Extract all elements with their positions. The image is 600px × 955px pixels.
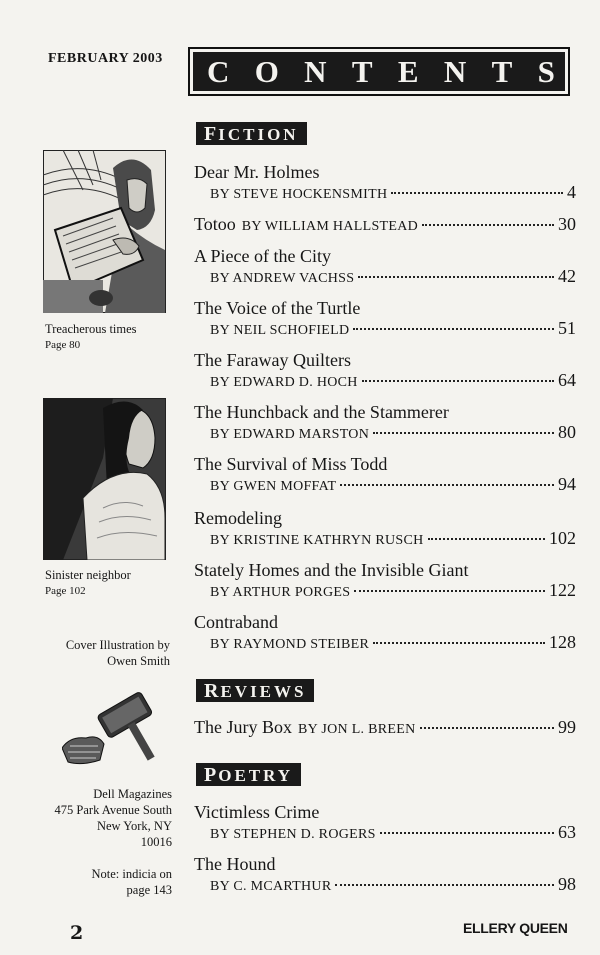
issue-date: FEBRUARY 2003 [48,51,163,66]
leader-dots [373,432,554,434]
publisher-city: New York, NY [96,819,172,833]
story-byline: BY JON L. BREEN [298,722,416,737]
page-number: 63 [558,822,576,842]
toc-entry-line [196,528,576,549]
story-title: Contraband [194,612,278,632]
section-heading-fiction [196,122,307,145]
story-title: Totoo [194,214,236,234]
folio-page-number: 2 [70,922,84,944]
leader-dots [380,832,554,834]
story-byline: BY STEVE HOCKENSMITH [210,187,388,202]
contents-letter: N [443,53,469,89]
leader-dots [420,727,554,729]
leader-dots [422,224,554,226]
story-byline: BY WILLIAM HALLSTEAD [241,219,419,234]
page-number: 102 [549,528,576,548]
woman-portrait-icon [43,398,166,560]
page-number: 128 [549,632,576,652]
section-heading-reviews [196,679,314,702]
page-number: 94 [558,474,576,494]
story-title: Victimless Crime [194,802,320,822]
contents-letter: N [304,53,329,89]
story-title: The Jury Box [194,717,292,737]
toc-entry-line [196,318,576,339]
toc-entry-line [196,370,576,391]
leader-dots [391,192,563,194]
toc-entry-line [196,422,576,443]
magazine-name: ELLERY QUEEN [463,920,568,936]
story-byline: BY ANDREW VACHSS [210,271,355,286]
story-title: The Faraway Quilters [194,350,351,370]
page-number: 30 [558,214,576,234]
contents-letter: E [397,53,421,89]
story-byline: BY NEIL SCHOFIELD [210,323,350,338]
toc-entry-line [196,874,576,895]
story-title: The Voice of the Turtle [194,298,361,318]
story-byline: BY RAYMOND STEIBER [210,637,370,652]
page-number: 42 [558,266,576,286]
section-label: OETRY [218,766,294,785]
illustration-treacherous-times [43,150,166,313]
gavel-icon [62,690,162,770]
section-label: ICTION [218,125,299,144]
story-byline: BY KRISTINE KATHRYN RUSCH [210,533,424,548]
story-title: The Hound [194,854,276,874]
story-byline: BY STEPHEN D. ROGERS [210,827,376,842]
leader-dots [428,538,545,540]
illustration-page-ref: Page 80 [45,339,81,351]
cover-credit-line1: Cover Illustration by [65,638,170,652]
page-number: 98 [558,874,576,894]
story-title: A Piece of the City [194,246,331,266]
story-title: The Survival of Miss Todd [194,454,388,474]
leader-dots [354,590,545,592]
story-byline: BY C. MCARTHUR [210,879,332,894]
toc-entry-line [194,717,576,738]
indicia-note-line2: page 143 [126,883,172,897]
page-number: 80 [558,422,576,442]
story-title: Stately Homes and the Invisible Giant [194,560,469,580]
section-initial: R [204,680,221,702]
story-title: Dear Mr. Holmes [194,162,320,182]
contents-letter: O [254,53,281,89]
contents-letter: T [351,53,375,89]
leader-dots [362,380,554,382]
gavel-illustration [62,690,162,770]
contents-letter: T [491,53,515,89]
publisher-address: 475 Park Avenue South [54,803,172,817]
scholar-illustration-icon [43,150,166,313]
illustration-caption: Sinister neighbor [45,568,131,582]
section-heading-poetry [196,763,301,786]
section-initial: P [204,764,219,786]
illustration-sinister-neighbor [43,398,166,560]
leader-dots [340,484,554,486]
contents-title [193,52,565,91]
leader-dots [358,276,554,278]
illustration-caption: Treacherous times [45,322,137,336]
toc-entry-line [196,474,576,495]
indicia-note-line1: Note: indicia on [91,867,172,881]
toc-entry-line [196,822,576,843]
publisher-name: Dell Magazines [93,787,172,801]
story-byline: BY EDWARD D. HOCH [210,375,358,390]
cover-credit-line2: Owen Smith [107,654,170,668]
page-number: 4 [567,182,576,202]
toc-entry-line [196,266,576,287]
publisher-zip: 10016 [140,835,172,849]
page-number: 51 [558,318,576,338]
contents-letter: S [537,53,557,89]
contents-letter: C [207,53,232,89]
section-label: EVIEWS [220,682,307,701]
page-number: 122 [549,580,576,600]
illustration-page-ref: Page 102 [45,585,86,597]
toc-entry-line [194,214,576,235]
story-byline: BY EDWARD MARSTON [210,427,370,442]
story-byline: BY GWEN MOFFAT [210,479,337,494]
toc-entry-line [196,580,576,601]
story-byline: BY ARTHUR PORGES [210,585,351,600]
page-number: 99 [558,717,576,737]
story-title: Remodeling [194,508,282,528]
page-number: 64 [558,370,576,390]
toc-entry-line [196,632,576,653]
leader-dots [373,642,545,644]
contents-banner [188,47,570,96]
story-title: The Hunchback and the Stammerer [194,402,449,422]
leader-dots [353,328,554,330]
leader-dots [335,884,554,886]
toc-entry-line [196,182,576,203]
section-initial: F [204,123,219,145]
